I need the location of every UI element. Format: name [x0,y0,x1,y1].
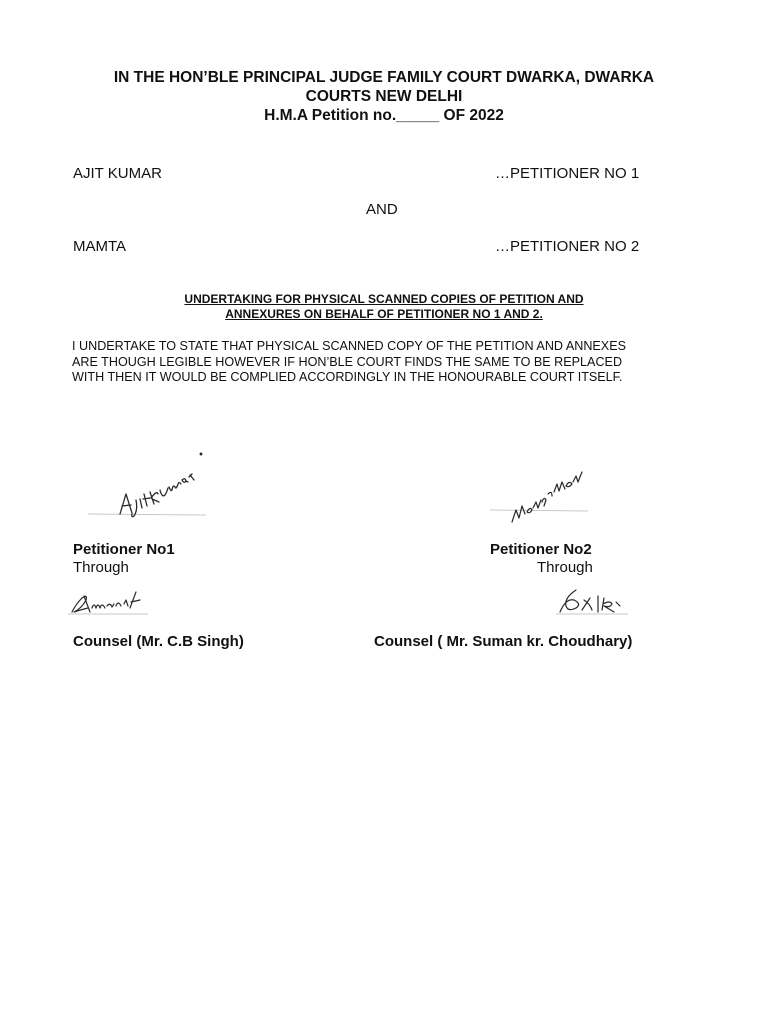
counsel2-signature [556,588,636,618]
petitioner1-name: AJIT KUMAR [73,165,162,182]
petitioner1-signature [88,444,208,520]
undertaking-body-line2: ARE THOUGH LEGIBLE HOWEVER IF HON’BLE COURT FINDS THE SAME TO BE REPLACED [72,354,623,369]
petitioner2-name: MAMTA [73,238,127,255]
counsel2-label: Counsel ( Mr. Suman kr. Choudhary) [374,633,633,650]
undertaking-body [72,339,702,386]
petitioner2-signature [490,464,590,524]
undertaking-title [60,292,708,322]
petitioner1-through: Through [73,559,129,576]
court-heading-line2: COURTS NEW DELHI [305,88,463,105]
petitioner1-label: Petitioner No1 [73,541,175,558]
undertaking-title-line2: ANNEXURES ON BEHALF OF PETITIONER NO 1 AND 2. [225,307,543,321]
petitioner2-role: …PETITIONER NO 2 [495,238,640,255]
petition-number-line: H.M.A Petition no._____ OF 2022 [264,107,504,124]
undertaking-body-line3: WITH THEN IT WOULD BE COMPLIED ACCORDINGLY IN THE HONOURABLE COURT ITSELF. [72,370,623,384]
court-heading-line1: IN THE HON’BLE PRINCIPAL JUDGE FAMILY COURT DWARKA, DWARKA [113,69,655,86]
counsel1-label: Counsel (Mr. C.B Singh) [73,633,244,650]
undertaking-title-line1: UNDERTAKING FOR PHYSICAL SCANNED COPIES OF PETITION AND [184,292,584,306]
petitioner2-through: Through [537,559,593,576]
conjunction-and: AND [366,201,398,218]
petitioner2-label: Petitioner No2 [490,541,592,558]
undertaking-body-line1: I UNDERTAKE TO STATE THAT PHYSICAL SCANNED COPY OF THE PETITION AND ANNEXES [72,339,627,353]
petitioner1-role: …PETITIONER NO 1 [495,165,640,182]
court-heading [60,68,708,125]
counsel1-signature [68,586,150,618]
